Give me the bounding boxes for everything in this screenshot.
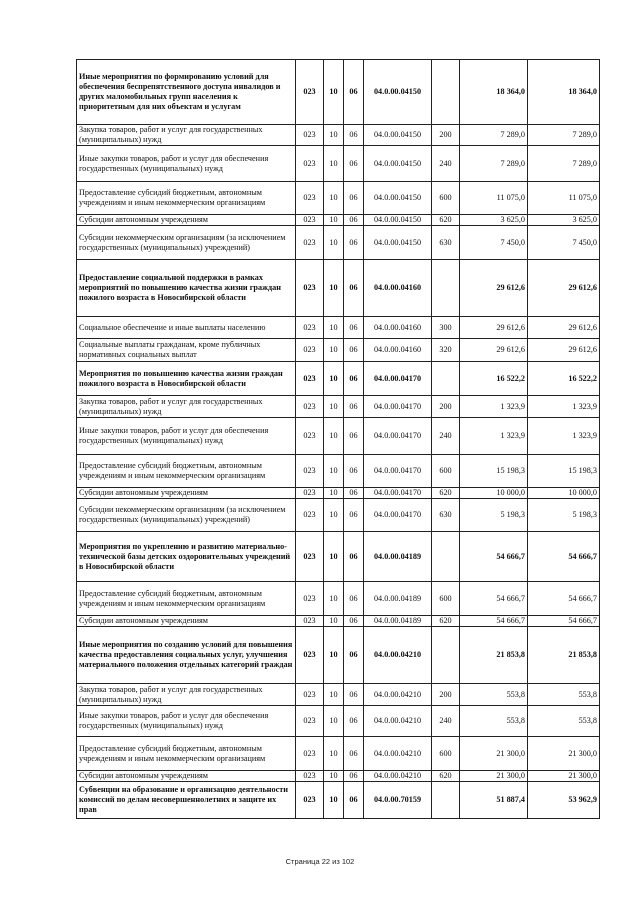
amount-year-1: 553,8: [460, 684, 528, 706]
admin-code: 023: [296, 182, 324, 215]
target-article-code: 04.0.00.04210: [364, 706, 432, 737]
amount-year-1: 29 612,6: [460, 317, 528, 339]
expense-type-code: 620: [432, 488, 460, 499]
table-row: [77, 771, 600, 782]
row-name: Иные закупки товаров, работ и услуг для обеспечения государственных (муниципальных) нужд: [77, 418, 296, 455]
subsection-code: 06: [344, 532, 364, 582]
table-row: [77, 418, 600, 455]
target-article-code: 04.0.00.04150: [364, 215, 432, 226]
row-name: Предоставление субсидий бюджетным, автономным учреждениям и иным некоммерческим организациям: [77, 737, 296, 771]
table-body: [77, 60, 600, 819]
target-article-code: 04.0.00.04160: [364, 317, 432, 339]
table-row: [77, 616, 600, 627]
amount-year-1: 18 364,0: [460, 60, 528, 125]
section-code: 10: [324, 782, 344, 819]
target-article-code: 04.0.00.04170: [364, 396, 432, 418]
amount-year-2: 54 666,7: [528, 532, 600, 582]
table-row: [77, 125, 600, 146]
row-name: Социальные выплаты гражданам, кроме публичных нормативных социальных выплат: [77, 339, 296, 362]
expense-type-code: [432, 627, 460, 684]
section-code: 10: [324, 317, 344, 339]
table-row: [77, 396, 600, 418]
amount-year-1: 16 522,2: [460, 362, 528, 396]
row-name: Мероприятия по повышению качества жизни граждан пожилого возраста в Новосибирской области: [77, 362, 296, 396]
expense-type-code: 630: [432, 499, 460, 532]
target-article-code: 04.0.00.04170: [364, 418, 432, 455]
amount-year-2: 18 364,0: [528, 60, 600, 125]
subsection-code: 06: [344, 362, 364, 396]
row-name: Иные мероприятия по формированию условий для обеспечения беспрепятственного доступа инвалидов и других маломобильных групп населения к приоритетным для них объектам и услугам: [77, 60, 296, 125]
admin-code: 023: [296, 582, 324, 616]
subsection-code: 06: [344, 706, 364, 737]
table-row: [77, 182, 600, 215]
amount-year-1: 3 625,0: [460, 215, 528, 226]
expense-type-code: [432, 60, 460, 125]
table-row: [77, 627, 600, 684]
section-code: 10: [324, 684, 344, 706]
target-article-code: 04.0.00.04170: [364, 488, 432, 499]
row-name: Субсидии некоммерческим организациям (за исключением государственных (муниципальных) учреждений): [77, 226, 296, 260]
admin-code: 023: [296, 532, 324, 582]
amount-year-1: 1 323,9: [460, 396, 528, 418]
subsection-code: 06: [344, 582, 364, 616]
page-number: Страница 22 из 102: [285, 857, 355, 866]
row-name: Иные мероприятия по созданию условий для повышения качества предоставления социальных услуг, улучшения материального положения отдельных категорий граждан: [77, 627, 296, 684]
admin-code: 023: [296, 455, 324, 488]
row-name: Предоставление субсидий бюджетным, автономным учреждениям и иным некоммерческим организациям: [77, 182, 296, 215]
expense-type-code: [432, 532, 460, 582]
budget-table: [76, 59, 600, 819]
expense-type-code: 630: [432, 226, 460, 260]
expense-type-code: 600: [432, 455, 460, 488]
row-name: Субвенции на образование и организацию деятельности комиссий по делам несовершеннолетних и защите их прав: [77, 782, 296, 819]
admin-code: 023: [296, 616, 324, 627]
table-row: [77, 339, 600, 362]
table-row: [77, 532, 600, 582]
amount-year-1: 1 323,9: [460, 418, 528, 455]
section-code: 10: [324, 771, 344, 782]
section-code: 10: [324, 226, 344, 260]
row-name: Иные закупки товаров, работ и услуг для обеспечения государственных (муниципальных) нужд: [77, 146, 296, 182]
row-name: Закупка товаров, работ и услуг для государственных (муниципальных) нужд: [77, 125, 296, 146]
table-row: [77, 362, 600, 396]
expense-type-code: 240: [432, 146, 460, 182]
amount-year-2: 10 000,0: [528, 488, 600, 499]
row-name: Предоставление социальной поддержки в рамках мероприятий по повышению качества жизни граждан пожилого возраста в Новосибирской области: [77, 260, 296, 317]
target-article-code: 04.0.00.70159: [364, 782, 432, 819]
amount-year-2: 54 666,7: [528, 582, 600, 616]
admin-code: 023: [296, 396, 324, 418]
section-code: 10: [324, 488, 344, 499]
amount-year-2: 29 612,6: [528, 339, 600, 362]
section-code: 10: [324, 362, 344, 396]
row-name: Иные закупки товаров, работ и услуг для обеспечения государственных (муниципальных) нужд: [77, 706, 296, 737]
expense-type-code: [432, 782, 460, 819]
amount-year-2: 7 450,0: [528, 226, 600, 260]
row-name: Закупка товаров, работ и услуг для государственных (муниципальных) нужд: [77, 396, 296, 418]
amount-year-2: 7 289,0: [528, 125, 600, 146]
subsection-code: 06: [344, 737, 364, 771]
expense-type-code: 600: [432, 182, 460, 215]
row-name: Мероприятия по укреплению и развитию материально-технической базы детских оздоровительных учреждений в Новосибирской области: [77, 532, 296, 582]
section-code: 10: [324, 706, 344, 737]
table-row: [77, 317, 600, 339]
amount-year-2: 3 625,0: [528, 215, 600, 226]
amount-year-1: 29 612,6: [460, 260, 528, 317]
amount-year-2: 21 300,0: [528, 771, 600, 782]
subsection-code: 06: [344, 616, 364, 627]
subsection-code: 06: [344, 627, 364, 684]
section-code: 10: [324, 737, 344, 771]
amount-year-2: 15 198,3: [528, 455, 600, 488]
amount-year-2: 54 666,7: [528, 616, 600, 627]
amount-year-2: 11 075,0: [528, 182, 600, 215]
amount-year-2: 553,8: [528, 706, 600, 737]
expense-type-code: [432, 260, 460, 317]
row-name: Субсидии автономным учреждениям: [77, 616, 296, 627]
amount-year-2: 21 300,0: [528, 737, 600, 771]
amount-year-1: 5 198,3: [460, 499, 528, 532]
expense-type-code: 620: [432, 616, 460, 627]
section-code: 10: [324, 125, 344, 146]
admin-code: 023: [296, 737, 324, 771]
amount-year-1: 15 198,3: [460, 455, 528, 488]
table-row: [77, 737, 600, 771]
amount-year-1: 29 612,6: [460, 339, 528, 362]
target-article-code: 04.0.00.04170: [364, 499, 432, 532]
admin-code: 023: [296, 771, 324, 782]
admin-code: 023: [296, 317, 324, 339]
expense-type-code: 620: [432, 215, 460, 226]
amount-year-1: 54 666,7: [460, 532, 528, 582]
expense-type-code: 240: [432, 706, 460, 737]
subsection-code: 06: [344, 125, 364, 146]
target-article-code: 04.0.00.04210: [364, 737, 432, 771]
table-row: [77, 582, 600, 616]
expense-type-code: 620: [432, 771, 460, 782]
target-article-code: 04.0.00.04150: [364, 125, 432, 146]
admin-code: 023: [296, 215, 324, 226]
section-code: 10: [324, 582, 344, 616]
row-name: Предоставление субсидий бюджетным, автономным учреждениям и иным некоммерческим организациям: [77, 455, 296, 488]
section-code: 10: [324, 146, 344, 182]
expense-type-code: 300: [432, 317, 460, 339]
section-code: 10: [324, 627, 344, 684]
subsection-code: 06: [344, 455, 364, 488]
section-code: 10: [324, 396, 344, 418]
admin-code: 023: [296, 418, 324, 455]
row-name: Закупка товаров, работ и услуг для государственных (муниципальных) нужд: [77, 684, 296, 706]
subsection-code: 06: [344, 317, 364, 339]
amount-year-2: 5 198,3: [528, 499, 600, 532]
admin-code: 023: [296, 782, 324, 819]
table-row: [77, 60, 600, 125]
expense-type-code: 200: [432, 396, 460, 418]
expense-type-code: 320: [432, 339, 460, 362]
table-row: [77, 684, 600, 706]
target-article-code: 04.0.00.04189: [364, 582, 432, 616]
table-row: [77, 706, 600, 737]
amount-year-1: 21 853,8: [460, 627, 528, 684]
target-article-code: 04.0.00.04150: [364, 146, 432, 182]
subsection-code: 06: [344, 260, 364, 317]
admin-code: 023: [296, 488, 324, 499]
subsection-code: 06: [344, 771, 364, 782]
subsection-code: 06: [344, 418, 364, 455]
admin-code: 023: [296, 60, 324, 125]
subsection-code: 06: [344, 339, 364, 362]
table-row: [77, 226, 600, 260]
subsection-code: 06: [344, 182, 364, 215]
amount-year-2: 7 289,0: [528, 146, 600, 182]
section-code: 10: [324, 60, 344, 125]
amount-year-1: 10 000,0: [460, 488, 528, 499]
amount-year-1: 7 450,0: [460, 226, 528, 260]
amount-year-1: 11 075,0: [460, 182, 528, 215]
subsection-code: 06: [344, 396, 364, 418]
row-name: Субсидии автономным учреждениям: [77, 488, 296, 499]
subsection-code: 06: [344, 60, 364, 125]
table-row: [77, 488, 600, 499]
section-code: 10: [324, 339, 344, 362]
amount-year-1: 54 666,7: [460, 582, 528, 616]
expense-type-code: 600: [432, 582, 460, 616]
table-row: [77, 260, 600, 317]
subsection-code: 06: [344, 226, 364, 260]
amount-year-1: 54 666,7: [460, 616, 528, 627]
section-code: 10: [324, 455, 344, 488]
amount-year-2: 16 522,2: [528, 362, 600, 396]
target-article-code: 04.0.00.04210: [364, 771, 432, 782]
admin-code: 023: [296, 499, 324, 532]
amount-year-2: 29 612,6: [528, 317, 600, 339]
row-name: Предоставление субсидий бюджетным, автономным учреждениям и иным некоммерческим организациям: [77, 582, 296, 616]
target-article-code: 04.0.00.04170: [364, 455, 432, 488]
row-name: Субсидии автономным учреждениям: [77, 215, 296, 226]
amount-year-1: 21 300,0: [460, 737, 528, 771]
admin-code: 023: [296, 627, 324, 684]
target-article-code: 04.0.00.04189: [364, 616, 432, 627]
row-name: Социальное обеспечение и иные выплаты населению: [77, 317, 296, 339]
admin-code: 023: [296, 146, 324, 182]
section-code: 10: [324, 532, 344, 582]
subsection-code: 06: [344, 215, 364, 226]
amount-year-1: 51 887,4: [460, 782, 528, 819]
subsection-code: 06: [344, 782, 364, 819]
expense-type-code: 200: [432, 125, 460, 146]
amount-year-2: 21 853,8: [528, 627, 600, 684]
amount-year-2: 1 323,9: [528, 418, 600, 455]
section-code: 10: [324, 215, 344, 226]
target-article-code: 04.0.00.04210: [364, 684, 432, 706]
expense-type-code: [432, 362, 460, 396]
amount-year-1: 7 289,0: [460, 125, 528, 146]
target-article-code: 04.0.00.04150: [364, 60, 432, 125]
table-row: [77, 146, 600, 182]
amount-year-2: 29 612,6: [528, 260, 600, 317]
section-code: 10: [324, 499, 344, 532]
table-row: [77, 455, 600, 488]
table-row: [77, 782, 600, 819]
admin-code: 023: [296, 260, 324, 317]
admin-code: 023: [296, 706, 324, 737]
expense-type-code: 240: [432, 418, 460, 455]
subsection-code: 06: [344, 684, 364, 706]
target-article-code: 04.0.00.04160: [364, 339, 432, 362]
admin-code: 023: [296, 226, 324, 260]
target-article-code: 04.0.00.04170: [364, 362, 432, 396]
target-article-code: 04.0.00.04189: [364, 532, 432, 582]
target-article-code: 04.0.00.04150: [364, 182, 432, 215]
amount-year-1: 21 300,0: [460, 771, 528, 782]
amount-year-2: 53 962,9: [528, 782, 600, 819]
subsection-code: 06: [344, 499, 364, 532]
section-code: 10: [324, 418, 344, 455]
admin-code: 023: [296, 362, 324, 396]
admin-code: 023: [296, 125, 324, 146]
row-name: Субсидии автономным учреждениям: [77, 771, 296, 782]
amount-year-2: 1 323,9: [528, 396, 600, 418]
expense-type-code: 600: [432, 737, 460, 771]
expense-type-code: 200: [432, 684, 460, 706]
target-article-code: 04.0.00.04160: [364, 260, 432, 317]
subsection-code: 06: [344, 488, 364, 499]
admin-code: 023: [296, 339, 324, 362]
row-name: Субсидии некоммерческим организациям (за исключением государственных (муниципальных) учреждений): [77, 499, 296, 532]
amount-year-1: 7 289,0: [460, 146, 528, 182]
section-code: 10: [324, 616, 344, 627]
section-code: 10: [324, 260, 344, 317]
amount-year-2: 553,8: [528, 684, 600, 706]
table-row: [77, 215, 600, 226]
amount-year-1: 553,8: [460, 706, 528, 737]
target-article-code: 04.0.00.04150: [364, 226, 432, 260]
admin-code: 023: [296, 684, 324, 706]
section-code: 10: [324, 182, 344, 215]
table-row: [77, 499, 600, 532]
target-article-code: 04.0.00.04210: [364, 627, 432, 684]
subsection-code: 06: [344, 146, 364, 182]
